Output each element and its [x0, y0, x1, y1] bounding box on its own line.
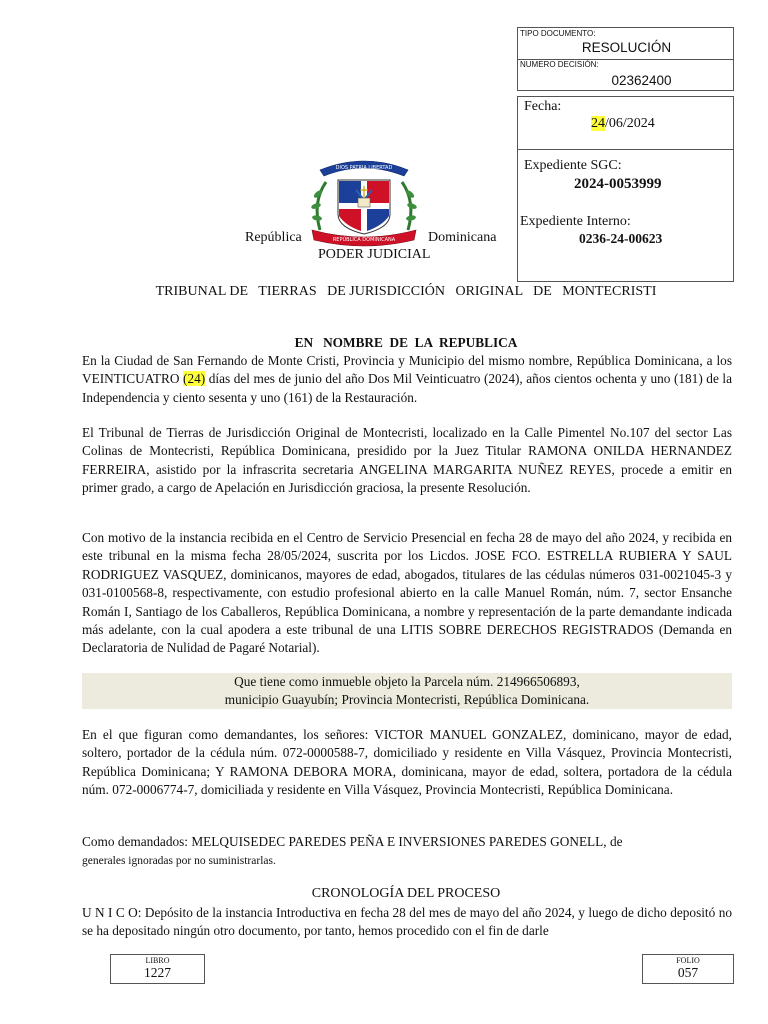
- parcel-line-1: Que tiene como inmueble objeto la Parcela núm. 214966506893,: [234, 674, 580, 689]
- institution-name: PODER JUDICIAL: [318, 247, 431, 262]
- case-info-box: [517, 96, 734, 282]
- intro-paragraph: En la Ciudad de San Fernando de Monte Cristi, Provincia y Municipio del mismo nombre, República Dominicana, a los VEINTICUATRO (24) días del mes de junio del año Dos Mil Veinticuatro (2024), años cientos ochenta y uno (181) de la Independencia y ciento sesenta y uno (161) de la Restauración.: [82, 353, 732, 405]
- emblem-motto-text: DIOS PATRIA LIBERTAD: [335, 165, 393, 171]
- numero-decision-value: 02362400: [611, 73, 672, 88]
- instancia-paragraph: Con motivo de la instancia recibida en el Centro de Servicio Presencial en fecha 28 de mayo del año 2024, y recibida en este tribunal en la misma fecha 28/05/2024, suscrita por los Licdos. JOSE FCO. ESTRELLA RUBIERA Y SAUL RODRIGUEZ VASQUEZ, dominicanos, mayores de edad, abogados, titulares de las cédulas números 031-0021045-3 y 031-0100568-8, respectivamente, con estudio profesional abierto en la calle Manuel Román, núm. 7, sector Ensanche Román I, Santiago de los Caballeros, República Dominicana, a nombre y representación de la parte demandante indicada más adelante, con la cual apodera a este tribunal de una LITIS SOBRE DERECHOS REGISTRADOS (Demanda en Declaratoria de Nulidad de Pagaré Notarial).: [82, 530, 732, 656]
- demandantes-paragraph: En el que figuran como demandantes, los señores: VICTOR MANUEL GONZALEZ, dominicano, mayor de edad, soltero, portador de la cédula núm. 072-0000588-7, domiciliado y residente en Villa Vásquez, Provincia Montecristi, República Dominicana; Y RAMONA DEBORA MORA, dominicana, mayor de edad, soltera, portadora de la cédula núm. 072-0006774-7, domiciliada y residente en Villa Vásquez, Provincia Montecristi, República Dominicana.: [82, 727, 732, 798]
- tipo-documento-label: TIPO DOCUMENTO:: [520, 29, 596, 38]
- document-heading: EN NOMBRE DE LA REPUBLICA: [294, 335, 518, 350]
- emblem-left-word: República: [245, 230, 302, 245]
- parcel-line-2: municipio Guayubín; Provincia Montecristi, República Dominicana.: [224, 692, 590, 707]
- tribunal-title: TRIBUNAL DE TIERRAS DE JURISDICCIÓN ORIGINAL DE MONTECRISTI: [155, 284, 657, 299]
- expediente-sgc-label: Expediente SGC:: [524, 158, 622, 173]
- folio-value: 057: [677, 965, 699, 980]
- demandados-small-text: generales ignoradas por no suministrarlas.: [82, 855, 276, 868]
- tribunal-paragraph: El Tribunal de Tierras de Jurisdicción Original de Montecristi, localizado en la Calle Pimentel No.107 del sector Las Colinas de Montecristi, República Dominicana, presidido por la Juez Titular RAMONA ONILDA HERNANDEZ FERREIRA, asistido por la infrascrita secretaria ANGELINA MARGARITA NUÑEZ REYES, procede a emitir en primer grado, a cargo de Apelación en Jurisdicción graciosa, la presente Resolución.: [82, 425, 732, 496]
- box-divider: [518, 149, 733, 150]
- libro-value: 1227: [144, 965, 171, 980]
- fecha-value: [591, 116, 655, 132]
- libro-box: [110, 954, 205, 984]
- emblem-ribbon-text: REPÚBLICA DOMINICANA: [332, 237, 396, 243]
- veinticuatro-highlight: (24): [183, 371, 206, 387]
- emblem-right-word: Dominicana: [428, 230, 497, 245]
- fecha-day-highlight: 24: [591, 116, 605, 131]
- expediente-interno-label: Expediente Interno:: [520, 214, 631, 229]
- folio-label: FOLIO: [676, 956, 700, 965]
- document-type-box: [517, 27, 734, 91]
- expediente-interno-value: 0236-24-00623: [579, 231, 663, 246]
- parcel-block: [82, 673, 732, 709]
- expediente-sgc-value: 2024-0053999: [574, 176, 662, 192]
- fecha-label: Fecha:: [524, 99, 562, 114]
- folio-box: [642, 954, 734, 984]
- demandados-paragraph: Como demandados: MELQUISEDEC PAREDES PEÑA E INVERSIONES PAREDES GONELL, de generales ignoradas por no suministrarlas.: [82, 834, 623, 868]
- unico-paragraph: U N I C O: Depósito de la instancia Introductiva en fecha 28 del mes de mayo del año 2024, y luego de dicho depositó no se ha depositado ningún otro documento, por tanto, hemos procedido con el fin de darle: [82, 905, 732, 939]
- libro-label: LIBRO: [145, 956, 170, 965]
- fecha-rest: /06/2024: [605, 116, 655, 131]
- cronologia-title: CRONOLOGÍA DEL PROCESO: [311, 886, 501, 901]
- tipo-documento-value: RESOLUCIÓN: [581, 40, 672, 55]
- numero-decision-label: NUMERO DECISIÓN:: [520, 60, 599, 69]
- national-emblem: [306, 152, 422, 248]
